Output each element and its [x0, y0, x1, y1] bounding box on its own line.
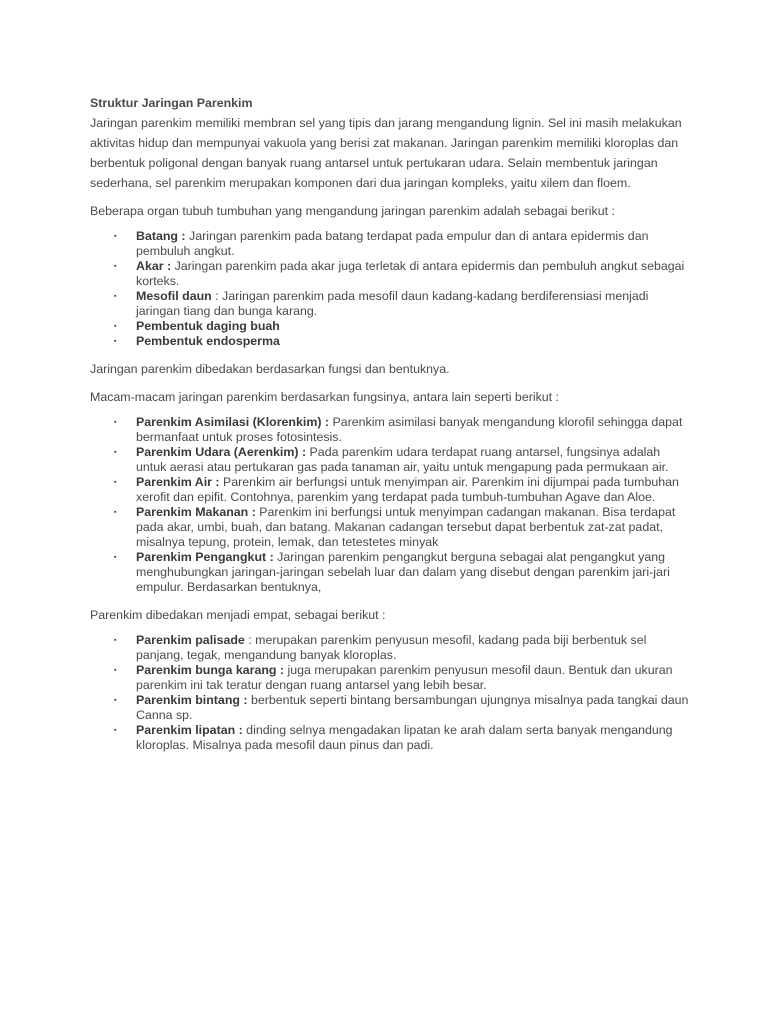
item-term: Batang : [136, 229, 186, 243]
bullet-icon: ▪ [114, 554, 117, 561]
bullet-icon: ▪ [114, 637, 117, 644]
item-term: Akar : [136, 259, 172, 273]
item-term: Pembentuk endosperma [136, 334, 280, 348]
list-item [90, 550, 690, 595]
shape-lead-paragraph: Parenkim dibedakan menjadi empat, sebagai berikut : [90, 608, 386, 622]
intro-paragraph: Jaringan parenkim memiliki membran sel yang tipis dan jarang mengandung lignin. Sel ini masih melakukan aktivitas hidup dan mempunyai vakuola yang berisi zat makanan. Jaringan parenkim memiliki kloroplas dan berbentuk poligonal dengan banyak ruang antarsel untuk pertukaran udara. Selain membentuk jaringan sederhana, sel parenkim merupakan komponen dari dua jaringan kompleks, yaitu xilem dan floem. [90, 116, 682, 190]
item-term: Parenkim palisade [136, 633, 245, 647]
item-text: berbentuk seperti bintang bersambungan ujungnya misalnya pada tangkai daun Canna sp. [136, 693, 689, 722]
organ-lead-paragraph: Beberapa organ tubuh tumbuhan yang mengandung jaringan parenkim adalah sebagai berikut : [90, 204, 615, 218]
document-body [90, 96, 690, 763]
item-text: Pada parenkim udara terdapat ruang antarsel, fungsinya adalah untuk aerasi atau pertukaran gas pada tanaman air, yaitu untuk mengapung pada permukaan air. [136, 445, 669, 474]
bullet-icon: ▪ [114, 338, 117, 345]
list-item [90, 693, 690, 723]
item-term: Parenkim lipatan : [136, 723, 243, 737]
item-text: : merupakan parenkim penyusun mesofil, kadang pada biji berbentuk sel panjang, tegak, mengandung banyak kloroplas. [136, 633, 647, 662]
function-list [90, 415, 690, 595]
item-text: Jaringan parenkim pengangkut berguna sebagai alat pengangkut yang menghubungkan jaringan-jaringan sebelah luar dan dalam yang disebut dengan parenkim jari-jari empulur. Berdasarkan bentuknya, [136, 550, 670, 594]
organ-list [90, 229, 690, 349]
list-item [90, 289, 690, 319]
bullet-icon: ▪ [114, 667, 117, 674]
list-item [90, 334, 690, 349]
bullet-icon: ▪ [114, 323, 117, 330]
item-term: Parenkim bunga karang : [136, 663, 285, 677]
bullet-icon: ▪ [114, 509, 117, 516]
item-term: Parenkim bintang : [136, 693, 248, 707]
function-lead-paragraph: Macam-macam jaringan parenkim berdasarkan fungsinya, antara lain seperti berikut : [90, 390, 560, 404]
list-item [90, 259, 690, 289]
item-term: Parenkim Air : [136, 475, 220, 489]
bullet-icon: ▪ [114, 233, 117, 240]
item-term: Mesofil daun [136, 289, 212, 303]
list-item [90, 229, 690, 259]
list-item [90, 475, 690, 505]
list-item [90, 319, 690, 334]
item-term: Parenkim Asimilasi (Klorenkim) : [136, 415, 330, 429]
bullet-icon: ▪ [114, 263, 117, 270]
bullet-icon: ▪ [114, 727, 117, 734]
bullet-icon: ▪ [114, 293, 117, 300]
item-term: Parenkim Makanan : [136, 505, 256, 519]
bullet-icon: ▪ [114, 419, 117, 426]
item-term: Parenkim Udara (Aerenkim) : [136, 445, 307, 459]
item-text: Jaringan parenkim pada akar juga terletak di antara epidermis dan pembuluh angkut sebagai korteks. [136, 259, 685, 288]
item-text: : Jaringan parenkim pada mesofil daun kadang-kadang berdiferensiasi menjadi jaringan tiang dan bunga karang. [136, 289, 649, 318]
list-item [90, 723, 690, 753]
bullet-icon: ▪ [114, 697, 117, 704]
item-text: juga merupakan parenkim penyusun mesofil daun. Bentuk dan ukuran parenkim ini tak teratur dengan ruang antarsel yang lebih besar. [136, 663, 673, 692]
list-item [90, 633, 690, 663]
item-text: dinding selnya mengadakan lipatan ke arah dalam serta banyak mengandung kloroplas. Misalnya pada mesofil daun pinus dan padi. [136, 723, 673, 752]
shape-list [90, 633, 690, 753]
list-item [90, 415, 690, 445]
item-text: Parenkim asimilasi banyak mengandung klorofil sehingga dapat bermanfaat untuk proses fotosintesis. [136, 415, 683, 444]
list-item [90, 663, 690, 693]
list-item [90, 445, 690, 475]
item-text: Parenkim air berfungsi untuk menyimpan air. Parenkim ini dijumpai pada tumbuhan xerofit dan epifit. Contohnya, parenkim yang terdapat pada tumbuh-tumbuhan Agave dan Aloe. [136, 475, 679, 504]
bullet-icon: ▪ [114, 449, 117, 456]
item-term: Pembentuk daging buah [136, 319, 280, 333]
distinction-paragraph: Jaringan parenkim dibedakan berdasarkan fungsi dan bentuknya. [90, 362, 450, 376]
document-title: Struktur Jaringan Parenkim [90, 96, 253, 110]
list-item [90, 505, 690, 550]
bullet-icon: ▪ [114, 479, 117, 486]
item-term: Parenkim Pengangkut : [136, 550, 274, 564]
item-text: Jaringan parenkim pada batang terdapat pada empulur dan di antara epidermis dan pembuluh angkut. [136, 229, 649, 258]
item-text: Parenkim ini berfungsi untuk menyimpan cadangan makanan. Bisa terdapat pada akar, umbi, buah, dan batang. Makanan cadangan tersebut dapat berbentuk zat-zat padat, misalnya tepung, protein, lemak, dan tetestetes minyak [136, 505, 676, 549]
